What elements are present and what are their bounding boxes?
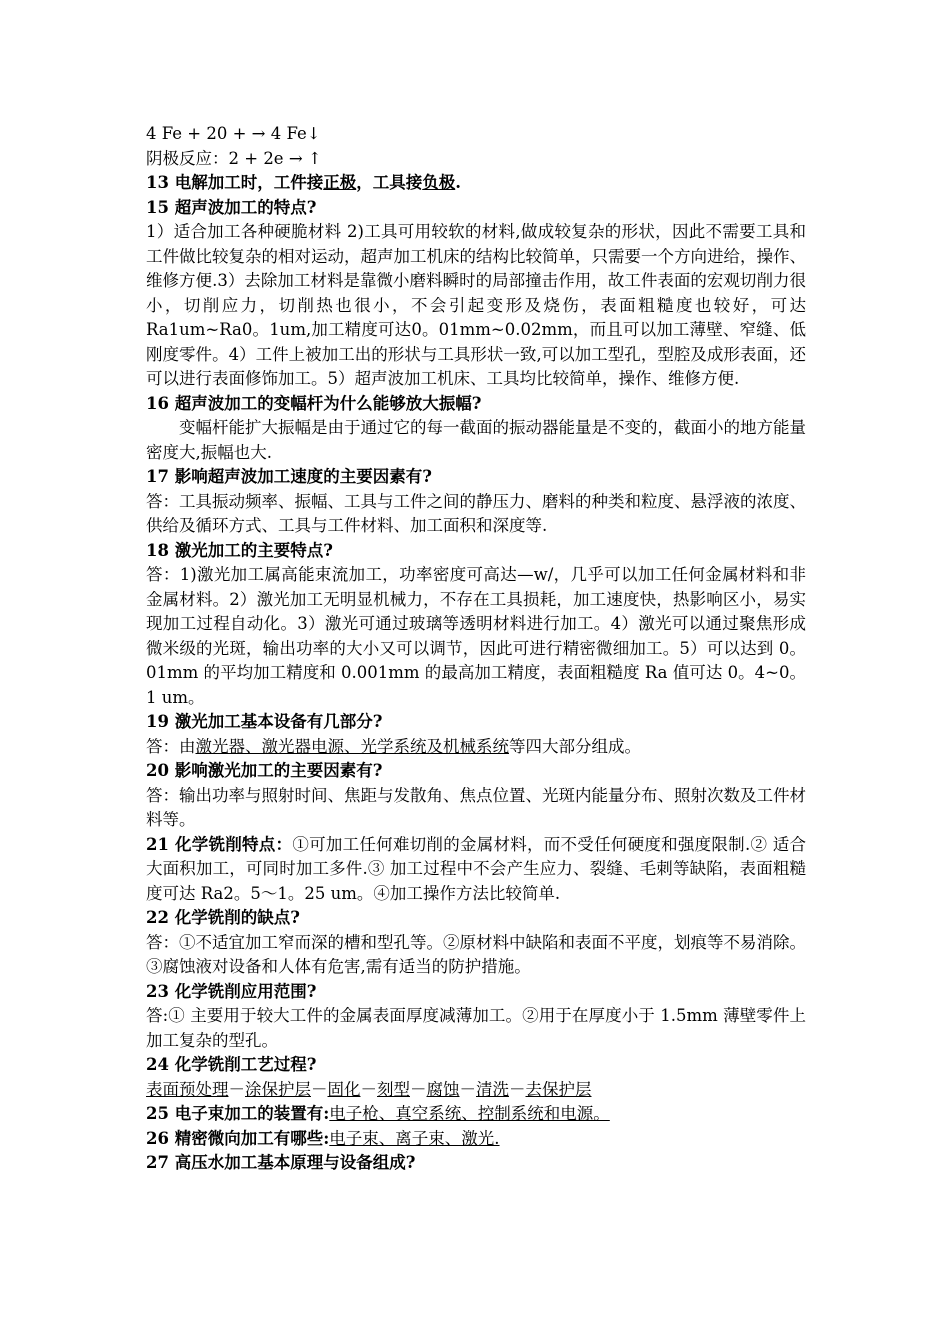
question-21-answer: ①可加工任何难切削的金属材料，而不受任何硬度和强度限制.② 适合大面积加工，可同时加工多件.③ 加工过程中不会产生应力、裂缝、毛刺等缺陷，表面粗糙度可达 Ra2。5～1。25 um。④加工操作方法比较简单. [146,834,806,903]
question-26-title: 26 精密微向加工有哪些: [146,1128,330,1148]
answer-prefix: 答：由 [146,736,196,756]
anode-equation: 4 Fe + 20 + → 4 Fe↓ [146,124,321,143]
question-19-answer [146,735,806,760]
process-step: 刻型 [377,1079,410,1099]
question-16-answer: 变幅杆能扩大振幅是由于通过它的每一截面的振动器能量是不变的，截面小的地方能量密度大,振幅也大. [146,418,806,462]
question-24-title: 24 化学铣削工艺过程? [146,1055,317,1074]
question-13-text: 13 电解加工时，工件接 [146,173,324,192]
question-23-answer: 答:① 主要用于较大工件的金属表面厚度减薄加工。②用于在厚度小于 1.5mm 薄壁零件上加工复杂的型孔。 [146,1006,806,1050]
process-step: 涂保护层 [245,1079,311,1099]
question-27-title: 27 高压水加工基本原理与设备组成? [146,1153,416,1172]
cathode-equation: 阴极反应：2 + 2e → ↑ [146,148,322,168]
question-25-title: 25 电子束加工的装置有: [146,1104,330,1123]
question-23-title: 23 化学铣削应用范围? [146,981,317,1001]
step-separator: － [410,1079,427,1099]
process-step: 固化 [327,1079,361,1099]
process-step: 去保护层 [525,1079,592,1099]
question-18-title: 18 激光加工的主要特点? [146,540,333,560]
step-separator: － [509,1079,526,1099]
step-separator: － [459,1079,476,1099]
question-25 [146,1102,806,1127]
step-separator: － [360,1079,377,1099]
question-17-answer: 答：工具振动频率、振幅、工具与工件之间的静压力、磨料的种类和粒度、悬浮液的浓度、供给及循环方式、工具与工件材料、加工面积和深度等. [146,491,806,535]
laser-equipment-parts: 激光器、激光器电源、光学系统及机械系统 [195,736,509,756]
question-16-title: 16 超声波加工的变幅杆为什么能够放大振幅? [146,393,482,413]
question-20-answer: 答：输出功率与照射时间、焦距与发散角、焦点位置、光斑内能量分布、照射次数及工件材料等。 [146,785,806,829]
question-15-title: 15 超声波加工的特点? [146,197,317,217]
process-step: 表面预处理 [146,1079,229,1099]
process-steps [146,1078,806,1103]
question-13-end: . [455,173,461,192]
question-26 [146,1127,806,1152]
question-22-answer: 答：①不适宜加工窄而深的槽和型孔等。②原材料中缺陷和表面不平度，划痕等不易消除。③腐蚀液对设备和人体有危害,需有适当的防护措施。 [146,932,806,976]
step-separator: － [228,1079,245,1099]
question-25-answer: 电子枪、真空系统、控制系统和电源。 [329,1104,610,1123]
question-17-title: 17 影响超声波加工速度的主要因素有? [146,467,432,486]
answer-negative-pole: 负极 [422,173,456,192]
question-21 [146,833,806,907]
answer-suffix: 等四大部分组成。 [509,736,641,756]
question-21-title: 21 化学铣削特点： [146,834,293,854]
question-22-title: 22 化学铣削的缺点? [146,908,300,927]
question-18-answer: 答：1)激光加工属高能束流加工，功率密度可高达—w/，几乎可以加工任何金属材料和非金属材料。2）激光加工无明显机械力，不存在工具损耗，加工速度快，热影响区小，易实现加工过程自动化。3）激光可通过玻璃等透明材料进行加工。4）激光可以通过聚焦形成微米级的光斑，输出功率的大小又可以调节，因此可进行精密微细加工。5）可以达到 0。01mm 的平均加工精度和 0.001mm 的最高加工精度，表面粗糙度 Ra 值可达 0。4~0。1 um。 [146,565,806,707]
question-13 [146,171,806,196]
answer-positive-pole: 正极 [323,173,357,192]
document-page [146,122,806,1176]
question-13-mid: ，工具接 [356,173,423,192]
question-15-answer: 1）适合加工各种硬脆材料 2)工具可用较软的材料,做成较复杂的形状，因此不需要工具和工件做比较复杂的相对运动，超声加工机床的结构比较简单，只需要一个方向进给，操作、维修方便.3）去除加工材料是靠微小磨料瞬时的局部撞击作用，故工件表面的宏观切削力很小，切削应力，切削热也很小，不会引起变形及烧伤，表面粗糙度也较好，可达 Ra1um~Ra0。1um,加工精度可达0。01mm~0.02mm，而且可以加工薄壁、窄缝、低刚度零件。4）工件上被加工出的形状与工具形状一致,可以加工型孔，型腔及成形表面，还可以进行表面修饰加工。5）超声波加工机床、工具均比较简单，操作、维修方便. [146,222,806,388]
step-separator: － [311,1079,328,1099]
question-20-title: 20 影响激光加工的主要因素有? [146,761,383,780]
process-step: 腐蚀 [426,1079,460,1099]
process-step: 清洗 [476,1079,509,1099]
question-19-title: 19 激光加工基本设备有几部分? [146,712,383,731]
question-26-answer: 电子束、离子束、激光. [329,1128,500,1148]
